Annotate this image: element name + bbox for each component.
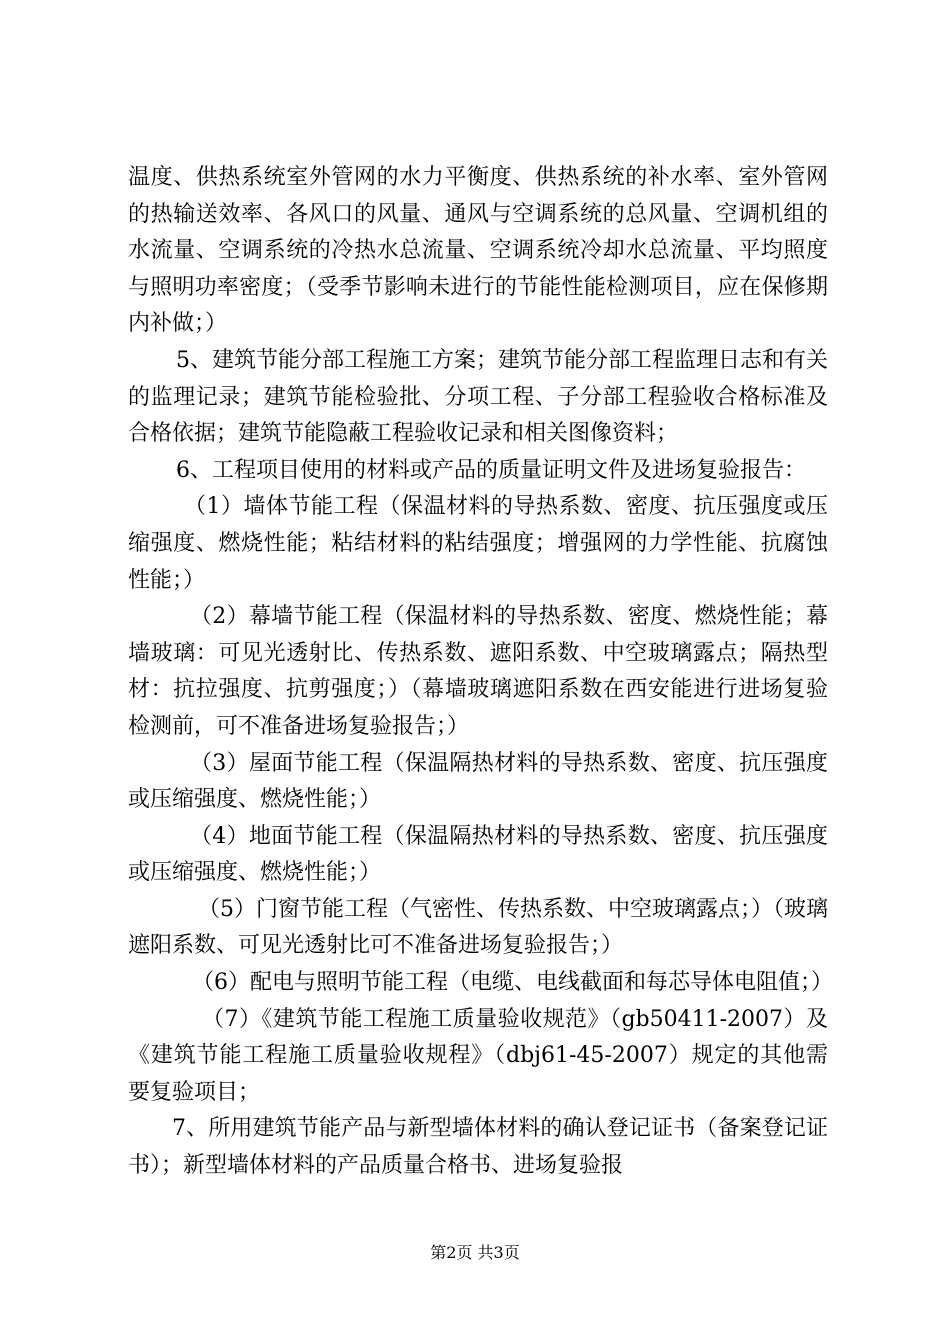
paragraph-continuation: 温度、供热系统室外管网的水力平衡度、供热系统的补水率、室外管网的热输送效率、各风口的风量、通风与空调系统的总风量、空调机组的水流量、空调系统的冷热水总流量、空调系统冷却水总流量、平均照度与照明功率密度；（受季节影响未进行的节能性能检测项目，应在保修期内补做；） bbox=[128, 165, 828, 337]
paragraph-subitem-3: （3）屋面节能工程（保温隔热材料的导热系数、密度、抗压强度或压缩强度、燃烧性能；） bbox=[128, 750, 828, 813]
paragraph-subitem-7: （7）《建筑节能工程施工质量验收规范》（gb50411-2007）及《建筑节能工程施工质量验收规程》（dbj61-45-2007）规定的其他需要复验项目； bbox=[128, 1006, 828, 1105]
paragraph-subitem-2: （2）幕墙节能工程（保温材料的导热系数、密度、燃烧性能；幕墙玻璃：可见光透射比、传热系数、遮阳系数、中空玻璃露点；隔热型材：抗拉强度、抗剪强度；）（幕墙玻璃遮阳系数在西安能进行进场复验检测前，可不准备进场复验报告；） bbox=[128, 604, 828, 739]
paragraph-subitem-5: （5）门窗节能工程（气密性、传热系数、中空玻璃露点；）（玻璃遮阳系数、可见光透射比可不准备进场复验报告；） bbox=[128, 896, 828, 959]
document-body bbox=[128, 160, 833, 1185]
paragraph-subitem-1: （1）墙体节能工程（保温材料的导热系数、密度、抗压强度或压缩强度、燃烧性能；粘结材料的粘结强度；增强网的力学性能、抗腐蚀性能；） bbox=[128, 494, 828, 593]
paragraph-subitem-6: （6）配电与照明节能工程（电缆、电线截面和每芯导体电阻值；） bbox=[192, 970, 833, 996]
paragraph-item-5: 5、建筑节能分部工程施工方案；建筑节能分部工程监理日志和有关的监理记录；建筑节能检验批、分项工程、子分部工程验收合格标准及合格依据；建筑节能隐蔽工程验收记录和相关图像资料； bbox=[128, 347, 828, 447]
paragraph-item-6: 6、工程项目使用的材料或产品的质量证明文件及进场复验报告： bbox=[176, 457, 806, 483]
page-footer: 第2页 共3页 bbox=[430, 1243, 520, 1262]
paragraph-subitem-4: （4）地面节能工程（保温隔热材料的导热系数、密度、抗压强度或压缩强度、燃烧性能；） bbox=[128, 823, 828, 886]
paragraph-item-7: 7、所用建筑节能产品与新型墙体材料的确认登记证书（备案登记证书）；新型墙体材料的产品质量合格书、进场复验报 bbox=[128, 1116, 828, 1179]
